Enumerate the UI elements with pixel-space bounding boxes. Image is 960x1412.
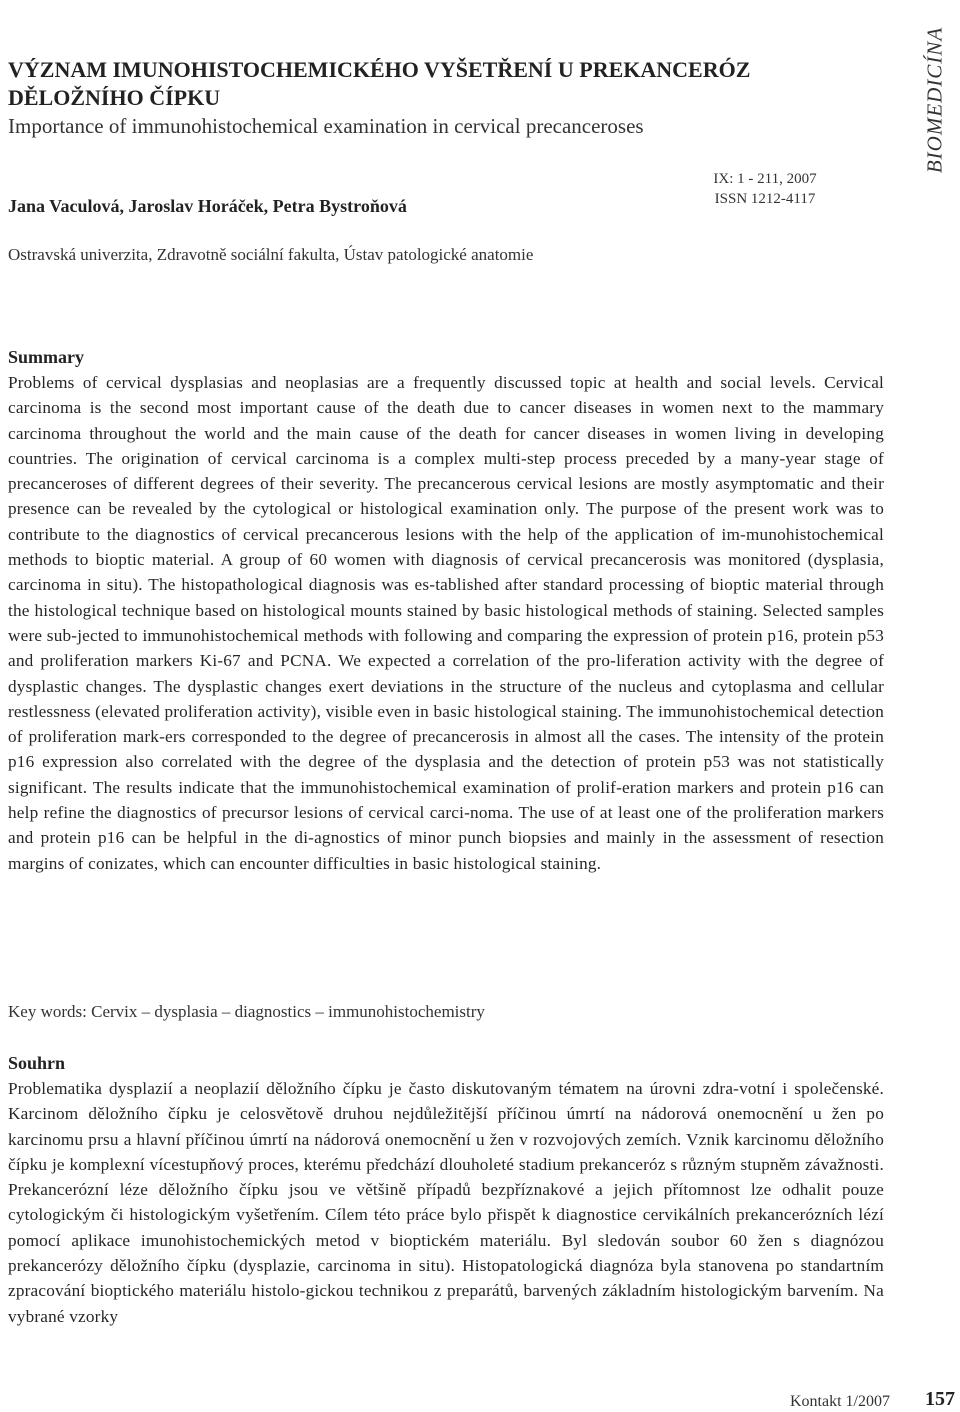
issue-issn: ISSN 1212-4117	[714, 191, 816, 207]
souhrn-text: Problematika dysplazií a neoplazií děložního čípku je často diskutovaným tématem na úrovni zdra-votní i společenské. Karcinom děložního čípku je celosvětově druhou nejdůležitější příčinou úmrtí na nádorová onemocnění u žen po karcinomu prsu a hlavní příčinou úmrtí na nádorová onemocnění u žen v rozvojových zemích. Vznik karcinomu děložního čípku je komplexní vícestupňový proces, kterému předchází dlouholeté stadium prekanceróz s různým stupněm závažnosti. Prekancerózní léze děložního čípku jsou ve většině případů bezpříznakové a jejich přítomnost lze odhalit pouze cytologickým či histologickým vyšetřením. Cílem této práce bylo přispět k diagnostice cervikálních prekancerózních lézí pomocí aplikace imunohistochemických metod v bioptickém materiálu. Byl sledován soubor 60 žen s diagnózou prekancerózy děložního čípku (dysplazie, carcinoma in situ). Histopatologická diagnóza byla stanovena po standartním zpracování bioptického materiálu histolo-gickou technikou z preparátů, barvených základním histologickým barvením. Na vybrané vzorky	[8, 1079, 884, 1326]
summary-heading: Summary	[8, 347, 84, 367]
title-english: Importance of immunohistochemical examination in cervical precanceroses	[8, 114, 644, 138]
section-side-label-text: BIOMEDICÍNA	[922, 26, 947, 174]
authors: Jana Vaculová, Jaroslav Horáček, Petra Bystroňová	[8, 196, 407, 216]
issue-info	[690, 169, 840, 209]
souhrn-heading: Souhrn	[8, 1053, 66, 1073]
title-czech	[8, 56, 888, 112]
keywords: Key words: Cervix – dysplasia – diagnostics – immunohistochemistry	[8, 1002, 485, 1021]
title-czech-line2: DĚLOŽNÍHO ČÍPKU	[8, 85, 221, 110]
affiliation: Ostravská univerzita, Zdravotně sociální fakulta, Ústav patologické anatomie	[8, 245, 534, 264]
title-czech-line1: VÝZNAM IMUNOHISTOCHEMICKÉHO VYŠETŘENÍ U PREKANCERÓZ	[8, 57, 751, 82]
page-number: 157	[925, 1388, 955, 1410]
issue-volume: IX: 1 - 211, 2007	[713, 171, 817, 187]
summary-text: Problems of cervical dysplasias and neoplasias are a frequently discussed topic at health and social levels. Cervical carcinoma is the second most important cause of the death due to cancer diseases in women next to the mammary carcinoma throughout the world and the main cause of the death for cancer diseases in women living in developing countries. The origination of cervical carcinoma is a complex multi-step process preceded by a many-year stage of precanceroses of different degrees of their severity. The precancerous cervical lesions are mostly asymptomatic and their presence can be revealed by the cytological or histological examination only. The purpose of the present work was to contribute to the diagnostics of cervical precancerous lesions with the help of the application of im-munohistochemical methods to bioptic material. A group of 60 women with diagnosis of cervical precancerosis was monitored (dysplasia, carcinoma in situ). The histopathological diagnosis was es-tablished after standard processing of bioptic material through the histological technique based on histological mounts stained by basic histological methods of staining. Selected samples were sub-jected to immunohistochemical methods with following and comparing the expression of protein p16, protein p53 and proliferation markers Ki-67 and PCNA. We expected a correlation of the pro-liferation activity with the degree of dysplastic changes. The dysplastic changes exert deviations in the structure of the nucleus and cytoplasma and cellular restlessness (elevated proliferation activity), visible even in basic histological staining. The immunohistochemical detection of proliferation mark-ers corresponded to the degree of precancerosis in almost all the cases. The intensity of the protein p16 expression also correlated with the degree of the dysplasia and the detection of protein p53 was not statistically significant. The results indicate that the immunohistochemical examination of prolif-eration markers and protein p16 can help refine the diagnostics of precursor lesions of cervical carci-noma. The use of at least one of the proliferation markers and protein p16 can be helpful in the di-agnostics of minor punch biopsies and mainly in the assessment of resection margins of conizates, which can encounter difficulties in basic histological staining.	[8, 373, 884, 873]
footer-journal: Kontakt 1/2007	[790, 1393, 890, 1410]
section-side-label	[910, 0, 960, 200]
